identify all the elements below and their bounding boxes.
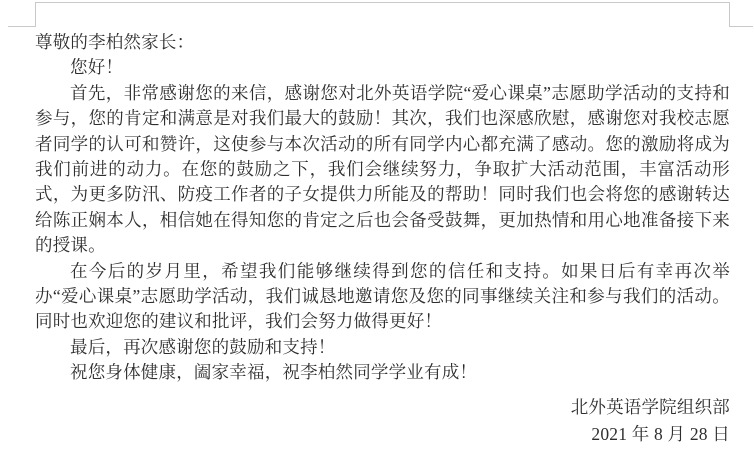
letter-body	[35, 30, 730, 448]
signature-line: 北外英语学院组织部	[570, 396, 730, 417]
letter-greeting: 您好！	[70, 57, 124, 78]
letter-paragraph-2: 在今后的岁月里，希望我们能够继续得到您的信任和支持。如果日后有幸再次举办“爱心课桌”志愿助学活动，我们诚恳地邀请您及您的同事继续关注和参与我们的活动。同时也欢迎您的建议和批评，我们会努力做得更好！	[35, 260, 730, 332]
letter-blessing: 祝您身体健康，阖家幸福，祝李柏然同学学业有成！	[70, 362, 478, 383]
text-boundary-corner-right	[729, 2, 753, 27]
text-boundary-corner-left	[8, 2, 36, 27]
date-line: 2021 年 8 月 28 日	[591, 424, 730, 445]
letter-salutation: 尊敬的李柏然家长：	[35, 32, 195, 52]
letter-paragraph-1: 首先，非常感谢您的来信，感谢您对北外英语学院“爱心课桌”志愿助学活动的支持和参与，您的肯定和满意是对我们最大的鼓励！其次，我们也深感欣慰，感谢您对我校志愿者同学的认可和赞许，这使参与本次活动的所有同学内心都充满了感动。您的激励将成为我们前进的动力。在您的鼓励之下，我们会继续努力，争取扩大活动范围，丰富活动形式，为更多防汛、防疫工作者的子女提供力所能及的帮助！同时我们也会将您的感谢转达给陈正娴本人，相信她在得知您的肯定之后也会备受鼓舞，更加热情和用心地准备接下来的授课。	[35, 82, 730, 256]
letter-closing: 最后，再次感谢您的鼓励和支持！	[70, 336, 336, 357]
text-boundary-top-line	[35, 2, 729, 3]
